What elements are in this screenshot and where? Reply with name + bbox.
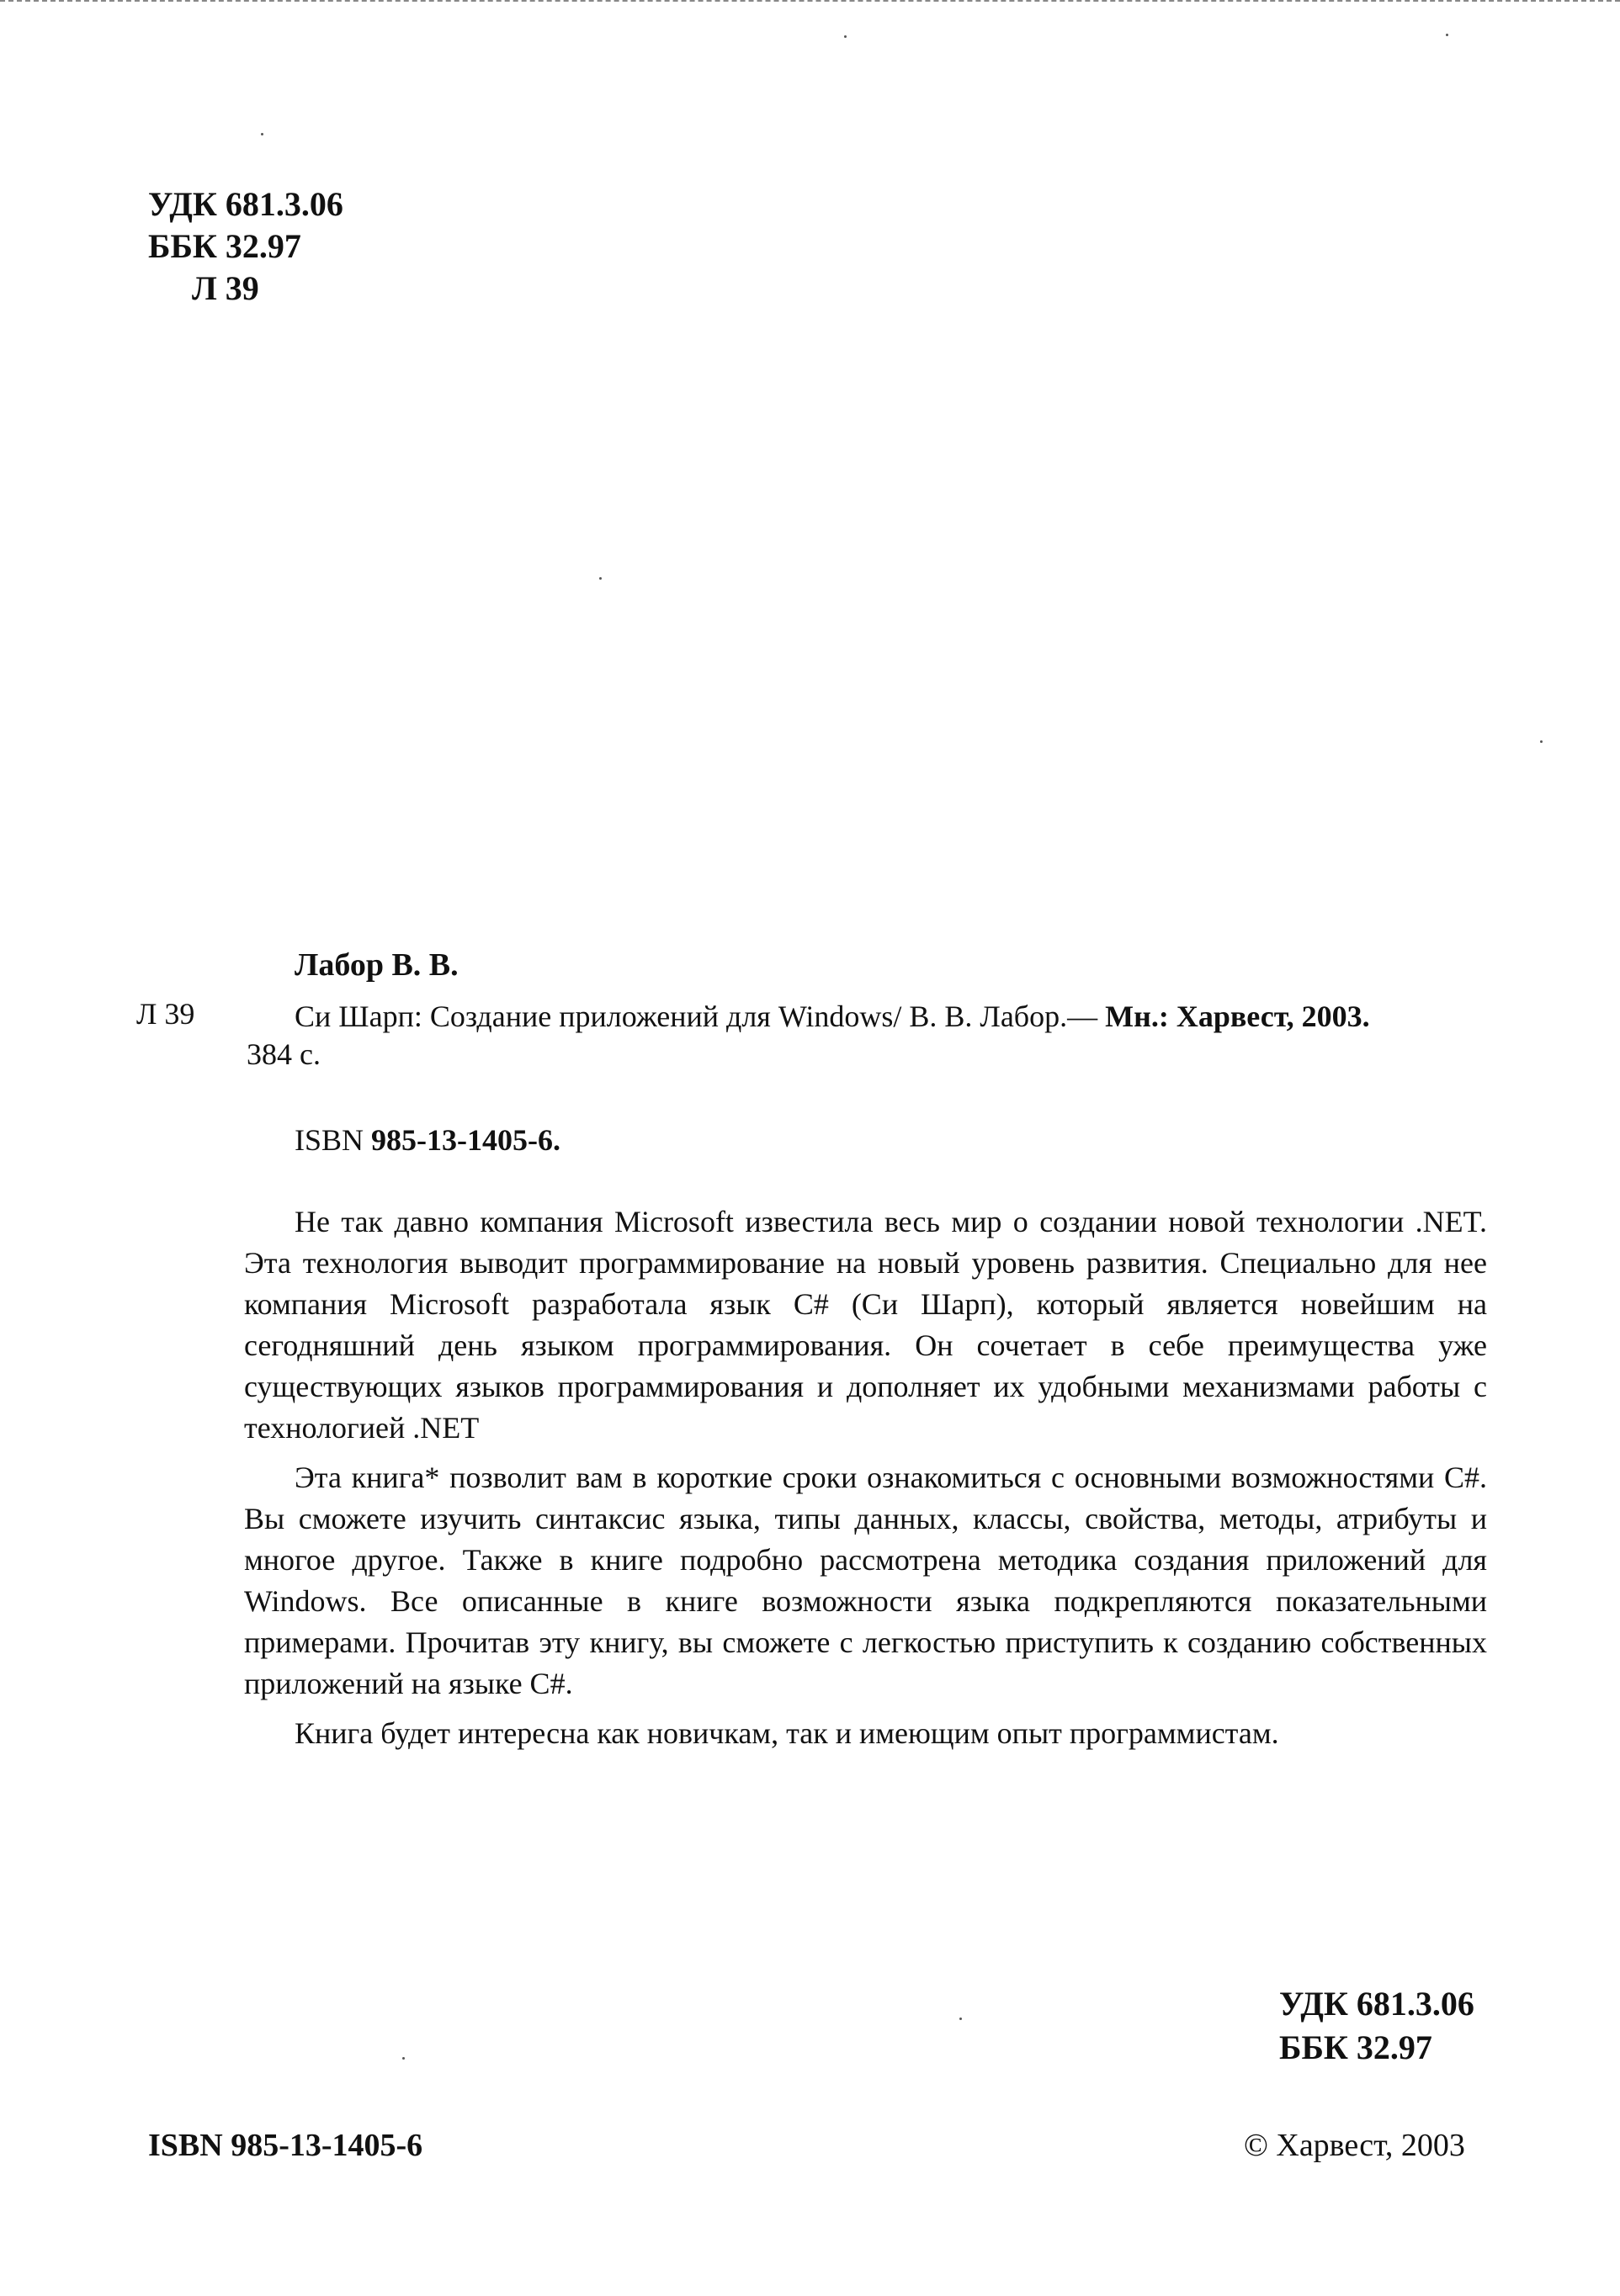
isbn-number: 985-13-1405-6. [371,1123,560,1157]
isbn-card [295,1122,560,1158]
bibliographic-entry [295,996,1405,1037]
classification-codes-bottom [1279,1982,1474,2070]
scan-speck [844,35,847,38]
classification-codes-top [148,183,343,310]
abstract-paragraph: Не так давно компания Microsoft известила весь мир о создании новой технологии .NET. Эта технология выводит программирование на новый уровень развития. Специально для нее компания Microsoft разработала язык С# (Си Шарп), который является новейшим на сегодняшний день языком программирования. Он сочетает в себе преимущества уже существующих языков программирования и дополняет их удобными механизмами работы с технологией .NET [244,1205,1487,1445]
book-abstract [244,1201,1487,1763]
card-author-mark: Л 39 [136,997,195,1031]
book-title-line: Си Шарп: Создание приложений для Windows/ В. В. Лабор.— [295,1000,1106,1033]
scan-speck [261,133,263,135]
scan-speck [959,2018,962,2020]
scan-speck [1446,34,1448,36]
bbk-code: ББК 32.97 [148,227,301,265]
abstract-paragraph: Книга будет интересна как новичкам, так и имеющим опыт программистам. [295,1716,1279,1750]
publisher-info: Мн.: Харвест, 2003. [1105,1000,1370,1033]
abstract-paragraph: Эта книга* позволит вам в короткие сроки ознакомиться с основными возможностями С#. Вы сможете изучить синтаксис языка, типы данных, классы, свойства, методы, атрибуты и многое другое. Также в книге подробно рассмотрена методика создания приложений для Windows. Все описанные в книге возможности языка подкрепляются показательными примерами. Прочитав эту книгу, вы сможете с легкостью приступить к созданию собственных приложений на языке С#. [244,1461,1487,1700]
copyright-notice: © Харвест, 2003 [1244,2128,1465,2163]
scan-edge-line [0,0,1620,7]
bbk-code-bottom: ББК 32.97 [1279,2028,1432,2066]
udk-code-bottom: УДК 681.3.06 [1279,1985,1474,2023]
scan-speck [402,2057,405,2060]
scan-speck [1540,740,1543,743]
scan-speck [599,577,602,580]
udk-code: УДК 681.3.06 [148,185,343,223]
author-name: Лабор В. В. [295,947,459,983]
page-count: 384 с. [247,1037,321,1071]
isbn-footer: ISBN 985-13-1405-6 [148,2128,423,2163]
isbn-label: ISBN [295,1123,364,1157]
author-mark: Л 39 [192,269,259,307]
